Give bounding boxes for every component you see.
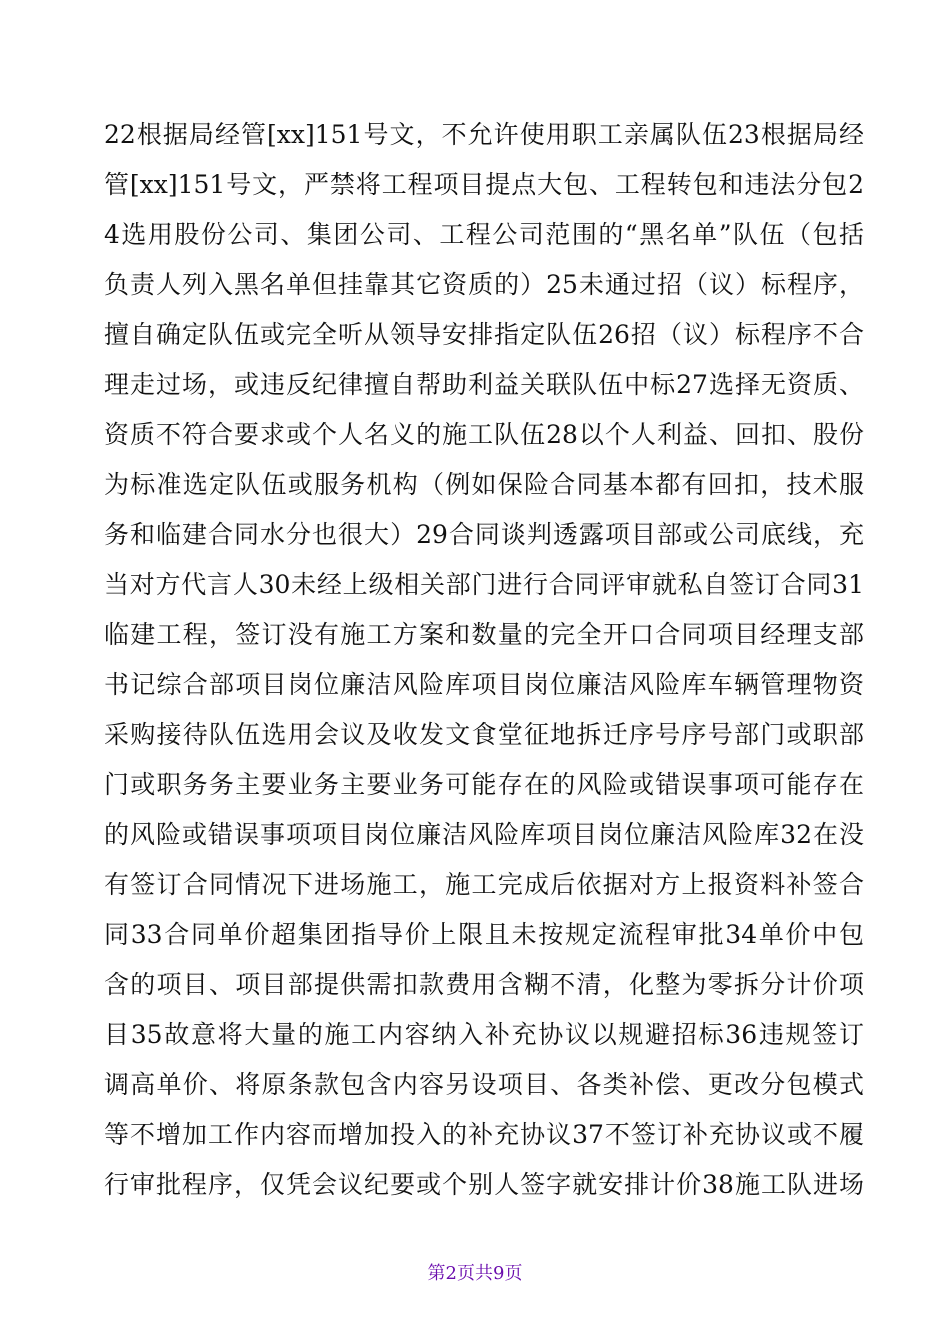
text-line: 当对方代言人30未经上级相关部门进行合同评审就私自签订合同31 (104, 570, 864, 599)
text-line: 有签订合同情况下进场施工，施工完成后依据对方上报资料补签合 (104, 870, 864, 899)
text-line: 擅自确定队伍或完全听从领导安排指定队伍26招（议）标程序不合 (104, 320, 864, 349)
text-line: 管[xx]151号文，严禁将工程项目提点大包、工程转包和违法分包2 (104, 170, 864, 199)
text-line: 目35故意将大量的施工内容纳入补充协议以规避招标36违规签订 (104, 1020, 864, 1049)
page-footer (0, 1262, 950, 1286)
page-number-label: 第2页共9页 (427, 1263, 523, 1284)
text-line: 调高单价、将原条款包含内容另设项目、各类补偿、更改分包模式 (104, 1070, 864, 1099)
text-line: 资质不符合要求或个人名义的施工队伍28以个人利益、回扣、股份 (104, 420, 864, 449)
text-line: 门或职务务主要业务主要业务可能存在的风险或错误事项可能存在 (104, 770, 864, 799)
text-line: 等不增加工作内容而增加投入的补充协议37不签订补充协议或不履 (104, 1120, 864, 1149)
text-line: 理走过场，或违反纪律擅自帮助利益关联队伍中标27选择无资质、 (104, 370, 864, 399)
text-line: 22根据局经管[xx]151号文，不允许使用职工亲属队伍23根据局经 (104, 120, 864, 149)
text-line: 行审批程序，仅凭会议纪要或个别人签字就安排计价38施工队进场 (104, 1170, 864, 1199)
text-line: 书记综合部项目岗位廉洁风险库项目岗位廉洁风险库车辆管理物资 (104, 670, 864, 699)
text-line: 的风险或错误事项项目岗位廉洁风险库项目岗位廉洁风险库32在没 (104, 820, 864, 849)
text-line: 含的项目、项目部提供需扣款费用含糊不清，化整为零拆分计价项 (104, 970, 864, 999)
text-line: 务和临建合同水分也很大）29合同谈判透露项目部或公司底线，充 (104, 520, 864, 549)
text-line: 负责人列入黑名单但挂靠其它资质的）25未通过招（议）标程序， (104, 270, 864, 299)
text-line: 采购接待队伍选用会议及收发文食堂征地拆迁序号序号部门或职部 (104, 720, 864, 749)
text-line: 为标准选定队伍或服务机构（例如保险合同基本都有回扣，技术服 (104, 470, 864, 499)
text-line: 临建工程，签订没有施工方案和数量的完全开口合同项目经理支部 (104, 620, 864, 649)
text-line: 同33合同单价超集团指导价上限且未按规定流程审批34单价中包 (104, 920, 864, 949)
body-text (104, 110, 864, 1210)
text-line: 4选用股份公司、集团公司、工程公司范围的“黑名单”队伍（包括 (104, 220, 864, 249)
